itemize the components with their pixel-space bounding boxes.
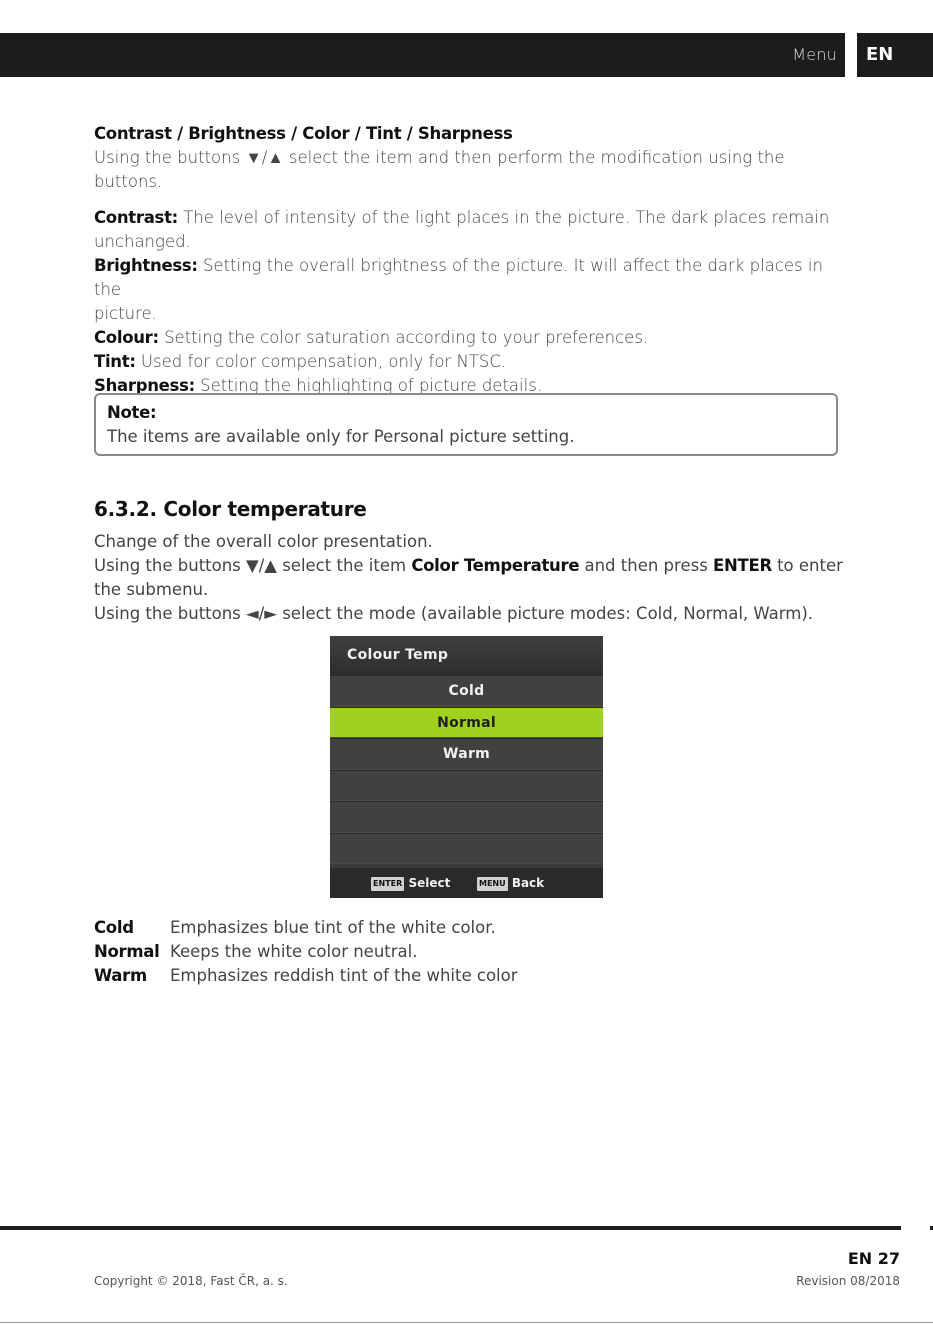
section-heading: Contrast / Brightness / Color / Tint / Sharpness bbox=[94, 124, 513, 143]
page-number: EN 27 bbox=[847, 1249, 900, 1268]
definition-sharpness: Sharpness: Setting the highlighting of picture details. bbox=[94, 376, 543, 395]
tv-option-cold[interactable]: Cold bbox=[330, 675, 603, 707]
enter-key-icon: ENTER bbox=[371, 877, 404, 891]
intro-line: Using the buttons ▼/▲ select the item and then perform the modification using the bbox=[94, 148, 785, 167]
tv-back-hint: MENU Back bbox=[479, 876, 545, 890]
definition-line: picture. bbox=[94, 304, 157, 323]
note-title: Note: bbox=[107, 403, 157, 422]
mode-row: Cold Emphasizes blue tint of the white color. bbox=[94, 918, 496, 937]
tv-empty-row bbox=[330, 801, 603, 833]
tv-empty-row bbox=[330, 833, 603, 865]
tv-colour-temp-menu bbox=[330, 636, 603, 898]
footer-rule bbox=[0, 1226, 901, 1230]
definition-tint: Tint: Used for color compensation, only for NTSC. bbox=[94, 352, 507, 371]
note-text: The items are available only for Personal picture setting. bbox=[107, 427, 575, 446]
header-bar bbox=[0, 33, 845, 77]
revision: Revision 08/2018 bbox=[796, 1274, 900, 1288]
definition-contrast: Contrast: The level of intensity of the light places in the picture. The dark places remain bbox=[94, 208, 830, 227]
color-temp-body bbox=[94, 530, 844, 626]
definition-brightness: Brightness: Setting the overall brightness of the picture. It will affect the dark places in the bbox=[94, 256, 823, 299]
mode-row: Normal Keeps the white color neutral. bbox=[94, 942, 418, 961]
tv-option-normal[interactable]: Normal bbox=[330, 707, 603, 739]
definition-line: unchanged. bbox=[94, 232, 191, 251]
body-line: the submenu. bbox=[94, 580, 209, 599]
tv-select-hint: ENTER Select bbox=[373, 876, 451, 890]
mode-descriptions bbox=[94, 916, 518, 988]
tv-empty-row bbox=[330, 770, 603, 802]
copyright: Copyright © 2018, Fast ČR, a. s. bbox=[94, 1274, 288, 1288]
mode-row: Warm Emphasizes reddish tint of the white color bbox=[94, 966, 518, 985]
body-line: Change of the overall color presentation. bbox=[94, 532, 433, 551]
body-line: Using the buttons ▼/▲ select the item Color Temperature and then press ENTER to enter bbox=[94, 556, 843, 575]
definition-colour: Colour: Setting the color saturation according to your preferences. bbox=[94, 328, 649, 347]
note-box bbox=[94, 393, 838, 456]
contrast-section bbox=[94, 122, 844, 398]
header-menu-label: Menu bbox=[792, 45, 837, 64]
tv-menu-title: Colour Temp bbox=[330, 636, 603, 675]
tv-menu-footer bbox=[330, 868, 603, 898]
page-edge bbox=[0, 1322, 933, 1323]
color-temp-title: 6.3.2. Color temperature bbox=[94, 497, 367, 521]
language-badge: EN bbox=[857, 33, 933, 77]
tv-option-warm[interactable]: Warm bbox=[330, 738, 603, 770]
intro-line: buttons. bbox=[94, 172, 163, 191]
body-line: Using the buttons ◄/► select the mode (available picture modes: Cold, Normal, Warm). bbox=[94, 604, 814, 623]
menu-key-icon: MENU bbox=[477, 877, 508, 891]
